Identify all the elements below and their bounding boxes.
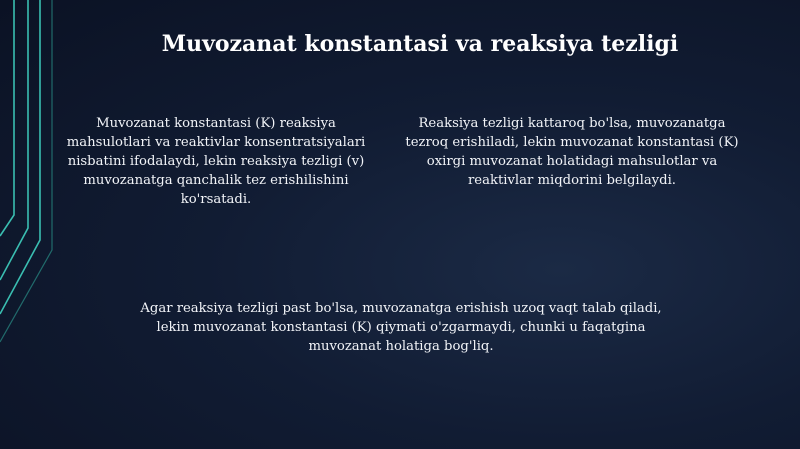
right-paragraph: Reaksiya tezligi kattaroq bo'lsa, muvozanatga tezroq erishiladi, lekin muvozanat konstantasi (K) oxirgi muvozanat holatidagi mahsulotlar va reaktivlar miqdorini belgilaydi. <box>405 116 739 188</box>
slide-title: Muvozanat konstantasi va reaksiya tezligi <box>161 31 679 57</box>
accent-line-3 <box>0 0 40 314</box>
accent-line-1 <box>0 0 14 236</box>
bottom-paragraph: Agar reaksiya tezligi past bo'lsa, muvozanatga erishish uzoq vaqt talab qiladi, lekin muvozanat konstantasi (K) qiymati o'zgarmaydi, chunki u faqatgina muvozanat holatiga bog'liq. <box>140 301 662 354</box>
decorative-lines <box>0 0 60 449</box>
left-paragraph: Muvozanat konstantasi (K) reaksiya mahsulotlari va reaktivlar konsentratsiyalari nisbatini ifodalaydi, lekin reaksiya tezligi (v) muvozanatga qanchalik tez erishilishini ko'rsatadi. <box>66 116 366 207</box>
accent-line-4 <box>0 0 52 342</box>
